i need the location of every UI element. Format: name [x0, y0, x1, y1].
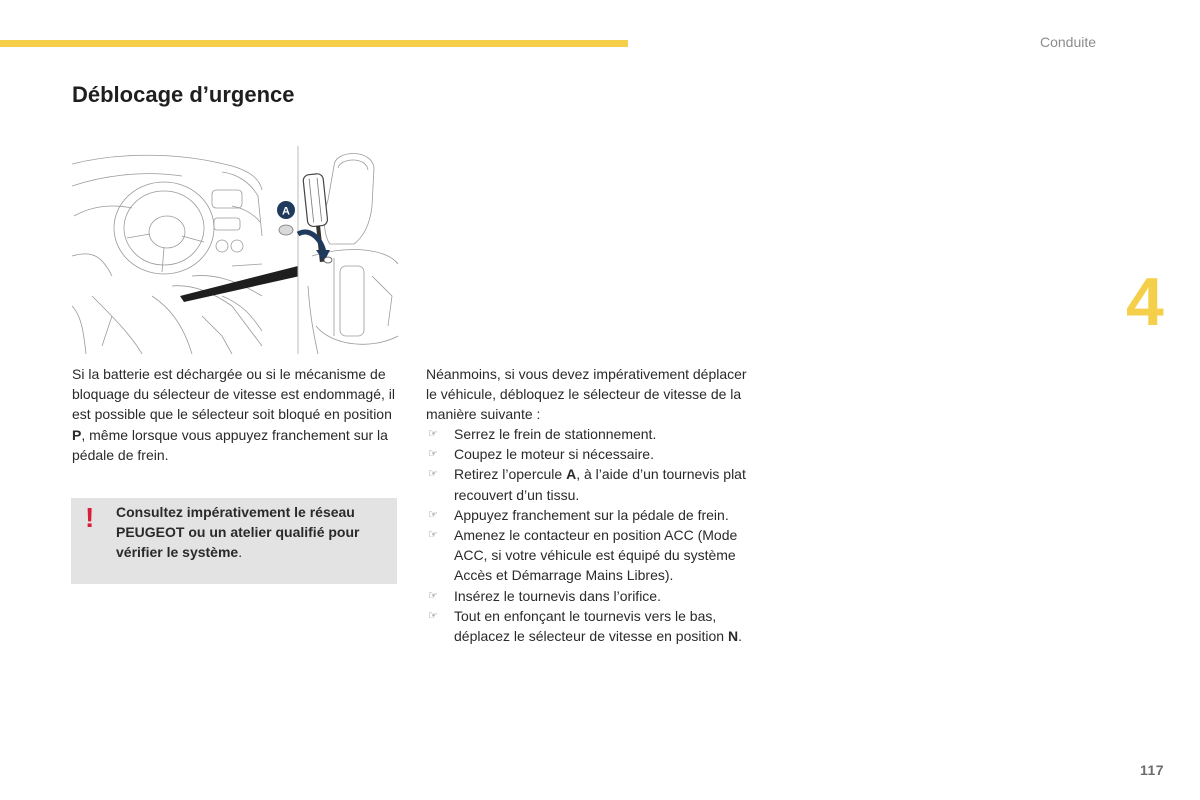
pointing-hand-icon: ☞ [428, 468, 438, 481]
illustration-drawing [72, 146, 398, 354]
page-title: Déblocage d’urgence [72, 82, 295, 107]
list-item: ☞ Serrez le frein de stationnement. [426, 424, 756, 444]
section-label: Conduite [1040, 34, 1097, 50]
callout-label-a: A [282, 205, 290, 218]
list-item: ☞ Appuyez franchement sur la pédale de frein. [426, 505, 756, 525]
pointing-hand-icon: ☞ [428, 448, 438, 461]
pointing-hand-icon: ☞ [428, 529, 438, 542]
list-item: ☞ Amenez le contacteur en position ACC (Mode ACC, si votre véhicule est équipé du système Accès et Démarrage Mains Libres). [428, 527, 738, 584]
header-accent-bar [0, 40, 628, 47]
page-number: 117 [1140, 762, 1165, 778]
warning-box [71, 498, 397, 584]
list-item: ☞ Tout en enfonçant le tournevis vers le bas, déplacez le sélecteur de vitesse en position N. [428, 607, 742, 645]
pointing-hand-icon: ☞ [428, 508, 438, 521]
warning-text: Consultez impérativement le réseau PEUGEOT ou un atelier qualifié pour vérifier le système. [116, 504, 360, 561]
list-item: ☞ Insérez le tournevis dans l’orifice. [426, 586, 756, 606]
chapter-number: 4 [1126, 264, 1164, 340]
list-item: ☞ Retirez l’opercule A, à l’aide d’un tournevis plat recouvert d’un tissu. [428, 466, 746, 503]
pointing-hand-icon: ☞ [428, 609, 438, 622]
list-item: ☞ Coupez le moteur si nécessaire. [426, 444, 756, 464]
exclamation-icon: ! [85, 502, 95, 533]
pointing-hand-icon: ☞ [428, 589, 438, 602]
pointing-hand-icon: ☞ [428, 428, 438, 440]
procedure-intro: Néanmoins, si vous devez impérativement déplacer le véhicule, débloquez le sélecteur de vitesse de la manière suivante : [426, 366, 747, 423]
intro-paragraph: Si la batterie est déchargée ou si le mécanisme de bloquage du sélecteur de vitesse est endommagé, il est possible que le sélecteur soit bloqué en position P, même lorsque vous appuyez franchement sur la pédale de frein. [72, 366, 395, 463]
procedure-steps [426, 424, 756, 646]
gear-selector-illustration [72, 146, 398, 354]
